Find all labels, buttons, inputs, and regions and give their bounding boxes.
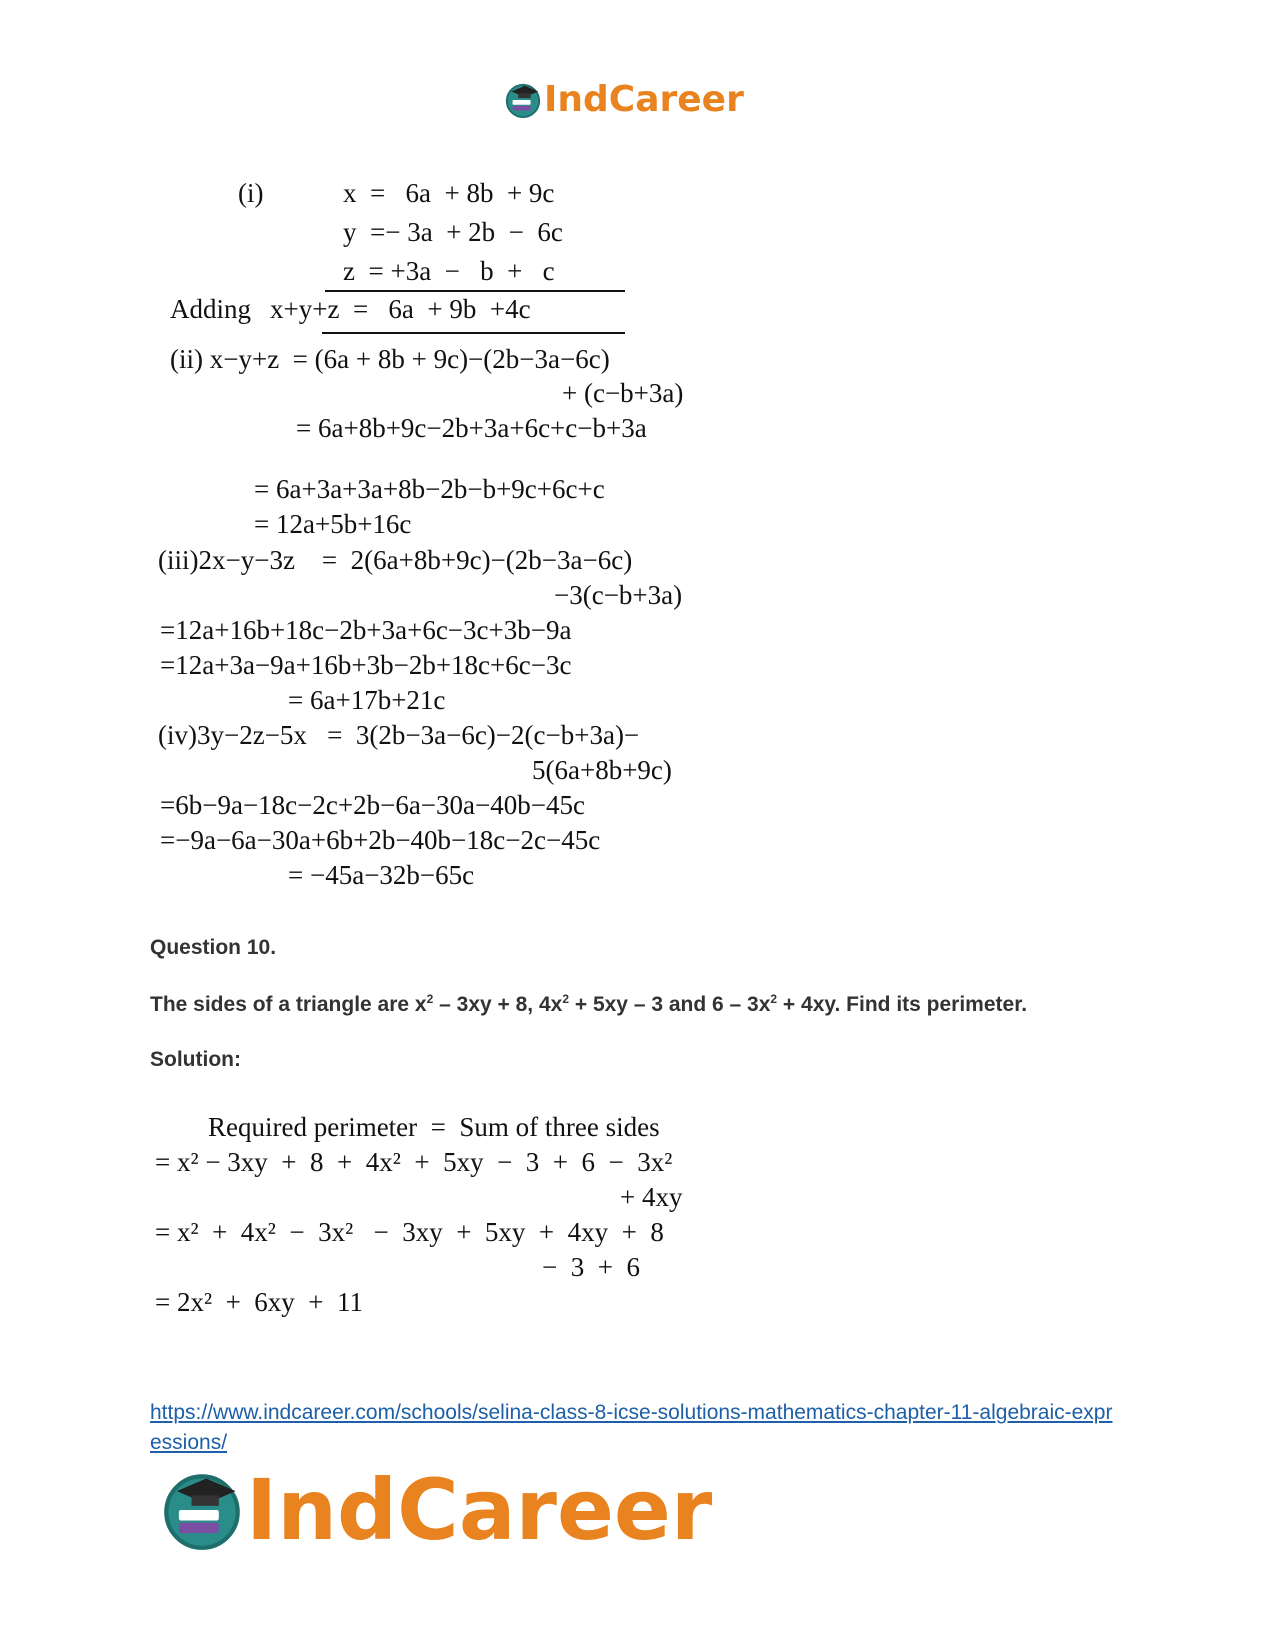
part-i-label: (i) — [238, 178, 264, 208]
equation-line: = 6a+3a+3a+8b−2b−b+9c+6c+c — [254, 474, 605, 504]
header-logo — [504, 78, 744, 122]
equation-sum: x+y+z = 6a + 9b +4c — [270, 294, 531, 324]
question-statement: The sides of a triangle are $x^2 - 3xy + 8$, $4x^2 + 5xy - 3$ and $6 - 3x^2 + 4xy$. Find its perimeter. — [150, 992, 1028, 1016]
perimeter-line: = x² + 4x² − 3x² − 3xy + 5xy + 4xy + 8 — [155, 1217, 664, 1247]
logo-text: IndCareer — [246, 1461, 713, 1559]
equation-line: 5(6a+8b+9c) — [532, 755, 672, 785]
equation-line: −3(c−b+3a) — [554, 580, 683, 610]
equation-line: = 6a+8b+9c−2b+3a+6c+c−b+3a — [296, 413, 647, 443]
perimeter-line: − 3 + 6 — [542, 1252, 640, 1282]
perimeter-line: = 2x² + 6xy + 11 — [155, 1287, 364, 1317]
equation-line: =12a+16b+18c−2b+3a+6c−3c+3b−9a — [160, 615, 572, 645]
equation-line: =12a+3a−9a+16b+3b−2b+18c+6c−3c — [160, 650, 572, 680]
equation-line: =6b−9a−18c−2c+2b−6a−30a−40b−45c — [160, 790, 585, 820]
solution-label: Solution: — [150, 1048, 241, 1071]
question-heading: Question 10. — [150, 936, 277, 959]
source-link[interactable]: https://www.indcareer.com/schools/selina-class-8-icse-solutions-mathematics-chapter-11-algebraic-expressions/ — [150, 1401, 1113, 1454]
graduation-globe-icon — [504, 81, 542, 119]
equation-line: (ii) x−y+z = (6a + 8b + 9c)−(2b−3a−6c) — [170, 344, 610, 374]
graduation-globe-icon — [160, 1468, 244, 1552]
equation-line: = 12a+5b+16c — [254, 509, 412, 539]
equation-line: + (c−b+3a) — [562, 378, 684, 408]
adding-label: Adding — [170, 294, 251, 324]
equation-line: =−9a−6a−30a+6b+2b−40b−18c−2c−45c — [160, 825, 601, 855]
equation-line: = −45a−32b−65c — [288, 860, 475, 890]
footer-logo — [160, 1462, 712, 1558]
perimeter-line: = x² − 3xy + 8 + 4x² + 5xy − 3 + 6 − 3x² — [155, 1147, 673, 1177]
equation-line: y =− 3a + 2b − 6c — [343, 217, 563, 247]
sum-rule-bottom — [322, 332, 625, 334]
perimeter-line: + 4xy — [620, 1182, 683, 1212]
equation-line: (iv)3y−2z−5x = 3(2b−3a−6c)−2(c−b+3a)− — [158, 720, 640, 750]
equation-line: = 6a+17b+21c — [288, 685, 446, 715]
equation-line: (iii)2x−y−3z = 2(6a+8b+9c)−(2b−3a−6c) — [158, 545, 633, 575]
equation-line: z = +3a − b + c — [343, 256, 555, 286]
perimeter-line: Required perimeter = Sum of three sides — [208, 1112, 660, 1142]
equation-line: x = 6a + 8b + 9c — [343, 178, 555, 208]
logo-text: IndCareer — [544, 79, 744, 120]
